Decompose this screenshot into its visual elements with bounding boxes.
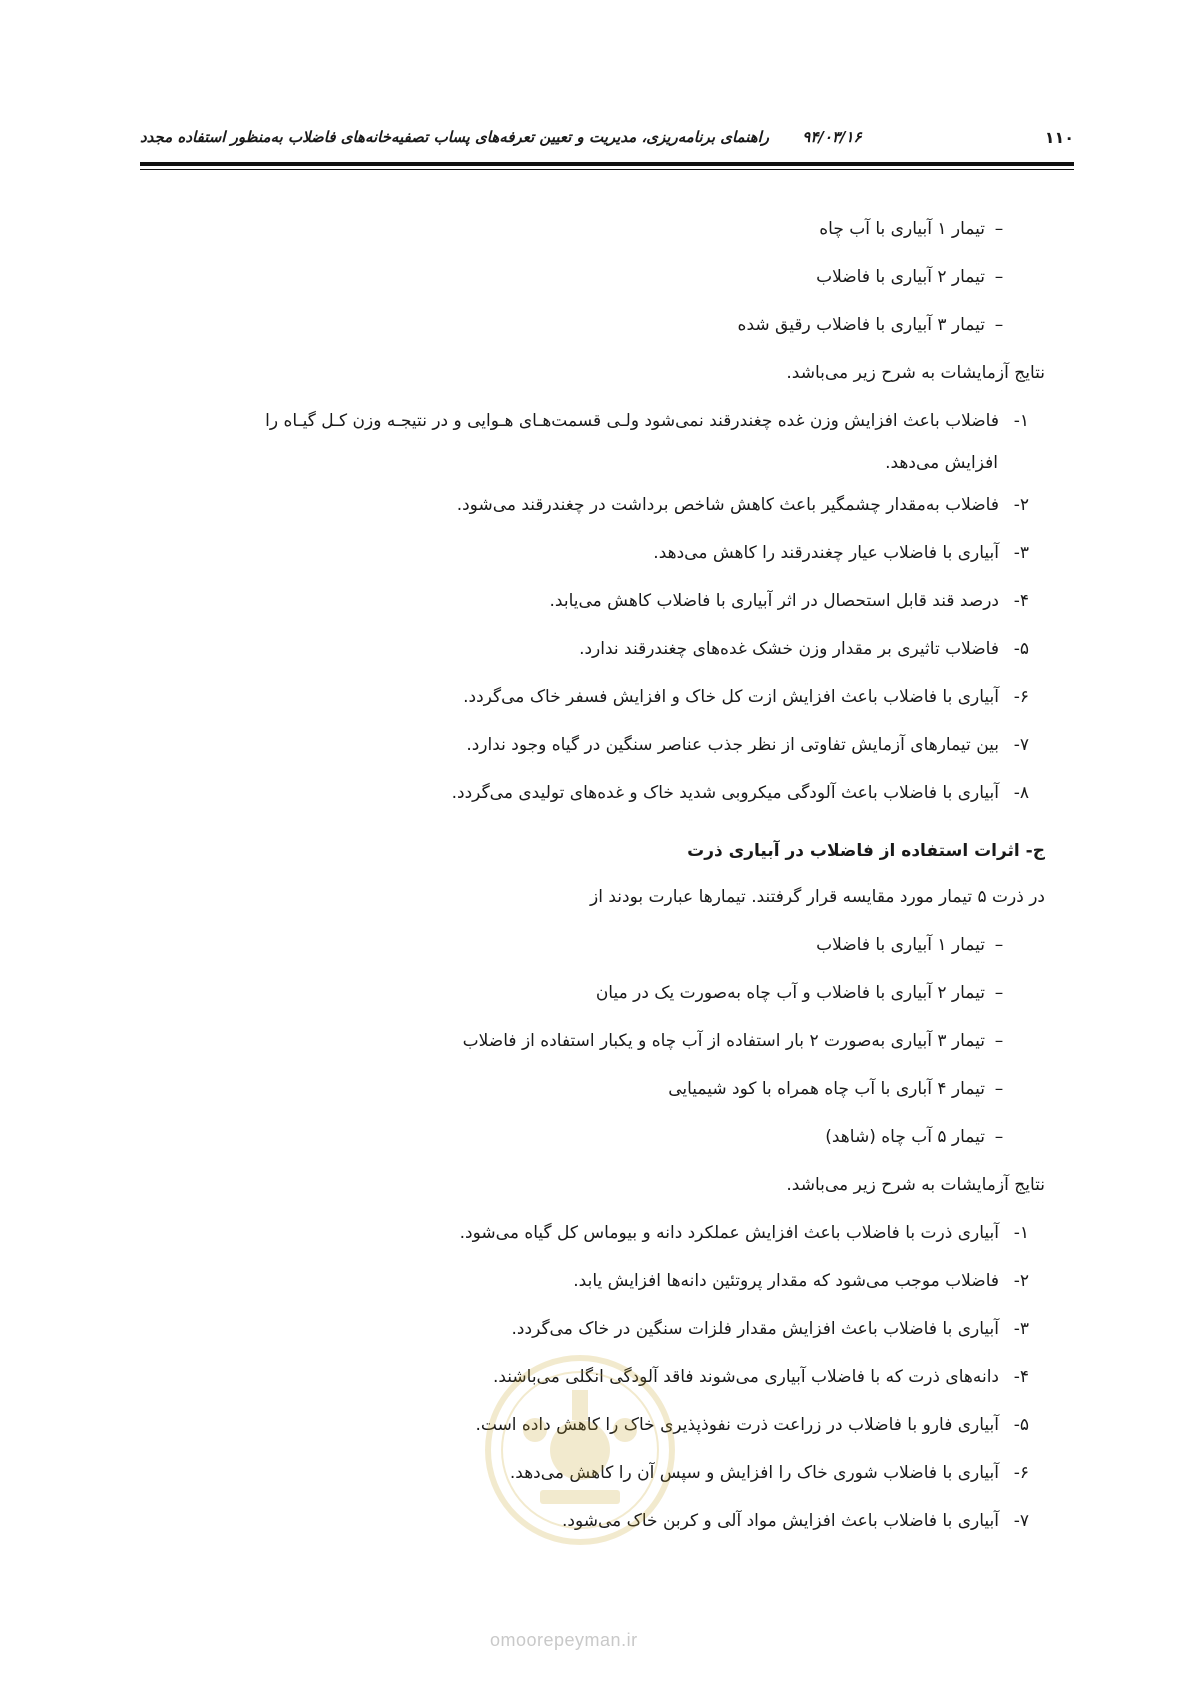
item-number: ۴- bbox=[1013, 591, 1029, 611]
item-number: ۵- bbox=[1013, 1415, 1029, 1435]
result-text: آبیاری با فاضلاب باعث افزایش مواد آلی و کربن خاک می‌شود. bbox=[561, 1511, 999, 1531]
section-heading: ج- اثرات استفاده از فاضلاب در آبیاری ذرت bbox=[687, 841, 1045, 861]
result-text: آبیاری با فاضلاب شوری خاک را افزایش و سپس آن را کاهش می‌دهد. bbox=[509, 1463, 999, 1483]
treatment-text: تیمار ۱ آبیاری با فاضلاب bbox=[816, 935, 985, 955]
result-text: بین تیمارهای آزمایش تفاوتی از نظر جذب عناصر سنگین در گیاه وجود ندارد. bbox=[466, 735, 999, 755]
result-continuation: افزایش می‌دهد. bbox=[885, 453, 998, 473]
dash-mark: – bbox=[994, 315, 1004, 335]
list-item bbox=[140, 731, 1045, 779]
treatment-text: تیمار ۱ آبیاری با آب چاه bbox=[819, 219, 985, 239]
result-text: آبیاری با فاضلاب باعث افزایش مقدار فلزات سنگین در خاک می‌گردد. bbox=[511, 1319, 999, 1339]
list-item bbox=[140, 1075, 1045, 1123]
result-text: آبیاری با فاضلاب باعث آلودگی میکروبی شدید خاک و غده‌های تولیدی می‌گردد. bbox=[451, 783, 999, 803]
dash-mark: – bbox=[994, 267, 1004, 287]
list-item bbox=[140, 407, 1045, 449]
item-number: ۲- bbox=[1013, 495, 1029, 515]
list-item bbox=[140, 311, 1045, 359]
header-title-block bbox=[140, 128, 862, 146]
list-item bbox=[140, 931, 1045, 979]
result-text: دانه‌های ذرت که با فاضلاب آبیاری می‌شوند فاقد آلودگی انگلی می‌باشند. bbox=[492, 1367, 999, 1387]
list-item bbox=[140, 779, 1045, 827]
dash-mark: – bbox=[994, 935, 1004, 955]
watermark-seal-icon bbox=[480, 1350, 680, 1550]
item-number: ۳- bbox=[1013, 543, 1029, 563]
item-number: ۱- bbox=[1013, 1223, 1029, 1243]
result-text: آبیاری ذرت با فاضلاب باعث افزایش عملکرد دانه و بیوماس کل گیاه می‌شود. bbox=[459, 1223, 999, 1243]
item-number: ۲- bbox=[1013, 1271, 1029, 1291]
dash-mark: – bbox=[994, 983, 1004, 1003]
list-item bbox=[140, 491, 1045, 539]
item-number: ۷- bbox=[1013, 735, 1029, 755]
dash-mark: – bbox=[994, 1127, 1004, 1147]
result-text: آبیاری فارو با فاضلاب در زراعت ذرت نفوذپذیری خاک را کاهش داده است. bbox=[475, 1415, 999, 1435]
result-text: فاضلاب تاثیری بر مقدار وزن خشک غده‌های چغندرقند ندارد. bbox=[579, 639, 999, 659]
item-number: ۱- bbox=[1013, 411, 1029, 431]
dash-mark: – bbox=[994, 1031, 1004, 1051]
list-item bbox=[140, 587, 1045, 635]
result-text: درصد قند قابل استحصال در اثر آبیاری با فاضلاب کاهش می‌یابد. bbox=[549, 591, 999, 611]
page-header bbox=[140, 128, 1074, 156]
header-title: راهنمای برنامه‌ریزی، مدیریت و تعیین تعرفه‌های پساب تصفیه‌خانه‌های فاضلاب به‌منظور استفاده مجدد bbox=[140, 128, 770, 146]
results-intro: نتایج آزمایشات به شرح زیر می‌باشد. bbox=[786, 1175, 1045, 1195]
list-item bbox=[140, 1219, 1045, 1267]
watermark-text: omoorepeyman.ir bbox=[490, 1630, 638, 1650]
result-text: فاضلاب موجب می‌شود که مقدار پروتئین دانه‌ها افزایش یابد. bbox=[573, 1271, 999, 1291]
treatment-text: تیمار ۲ آبیاری با فاضلاب bbox=[816, 267, 985, 287]
page-number: ۱۱۰ bbox=[1044, 128, 1074, 147]
treatment-text: تیمار ۲ آبیاری با فاضلاب و آب چاه به‌صورت یک در میان bbox=[595, 983, 985, 1003]
section-intro: در ذرت ۵ تیمار مورد مقایسه قرار گرفتند. تیمارها عبارت بودند از bbox=[590, 887, 1045, 907]
treatment-text: تیمار ۳ آبیاری با فاضلاب رقیق شده bbox=[737, 315, 985, 335]
treatment-text: تیمار ۴ آباری با آب چاه همراه با کود شیمیایی bbox=[668, 1079, 985, 1099]
results-intro: نتایج آزمایشات به شرح زیر می‌باشد. bbox=[786, 363, 1045, 383]
item-number: ۶- bbox=[1013, 687, 1029, 707]
list-item bbox=[140, 1027, 1045, 1075]
header-date: ۹۴/۰۳/۱۶ bbox=[802, 128, 862, 146]
list-item bbox=[140, 979, 1045, 1027]
treatment-text: تیمار ۳ آبیاری به‌صورت ۲ بار استفاده از آب چاه و یکبار استفاده از فاضلاب bbox=[462, 1031, 985, 1051]
header-rule-thin bbox=[140, 169, 1074, 170]
item-number: ۷- bbox=[1013, 1511, 1029, 1531]
result-text: فاضلاب به‌مقدار چشمگیر باعث کاهش شاخص برداشت در چغندرقند می‌شود. bbox=[456, 495, 999, 515]
item-number: ۴- bbox=[1013, 1367, 1029, 1387]
item-number: ۵- bbox=[1013, 639, 1029, 659]
dash-mark: – bbox=[994, 219, 1004, 239]
list-item bbox=[140, 215, 1045, 263]
item-number: ۳- bbox=[1013, 1319, 1029, 1339]
list-item bbox=[140, 683, 1045, 731]
list-item bbox=[140, 1123, 1045, 1171]
result-text: آبیاری با فاضلاب عیار چغندرقند را کاهش می‌دهد. bbox=[653, 543, 999, 563]
list-item bbox=[140, 263, 1045, 311]
item-number: ۸- bbox=[1013, 783, 1029, 803]
result-text: فاضلاب باعث افزایش وزن غده چغندرقند نمی‌شود ولـی قسمت‌هـای هـوایی و در نتیجـه وزن کـل گیـاه را bbox=[265, 411, 999, 431]
header-rule-thick bbox=[140, 162, 1074, 166]
list-item bbox=[140, 635, 1045, 683]
dash-mark: – bbox=[994, 1079, 1004, 1099]
treatment-text: تیمار ۵ آب چاه (شاهد) bbox=[825, 1127, 985, 1147]
list-item bbox=[140, 539, 1045, 587]
result-text: آبیاری با فاضلاب باعث افزایش ازت کل خاک و افزایش فسفر خاک می‌گردد. bbox=[463, 687, 999, 707]
list-item bbox=[140, 1267, 1045, 1315]
item-number: ۶- bbox=[1013, 1463, 1029, 1483]
